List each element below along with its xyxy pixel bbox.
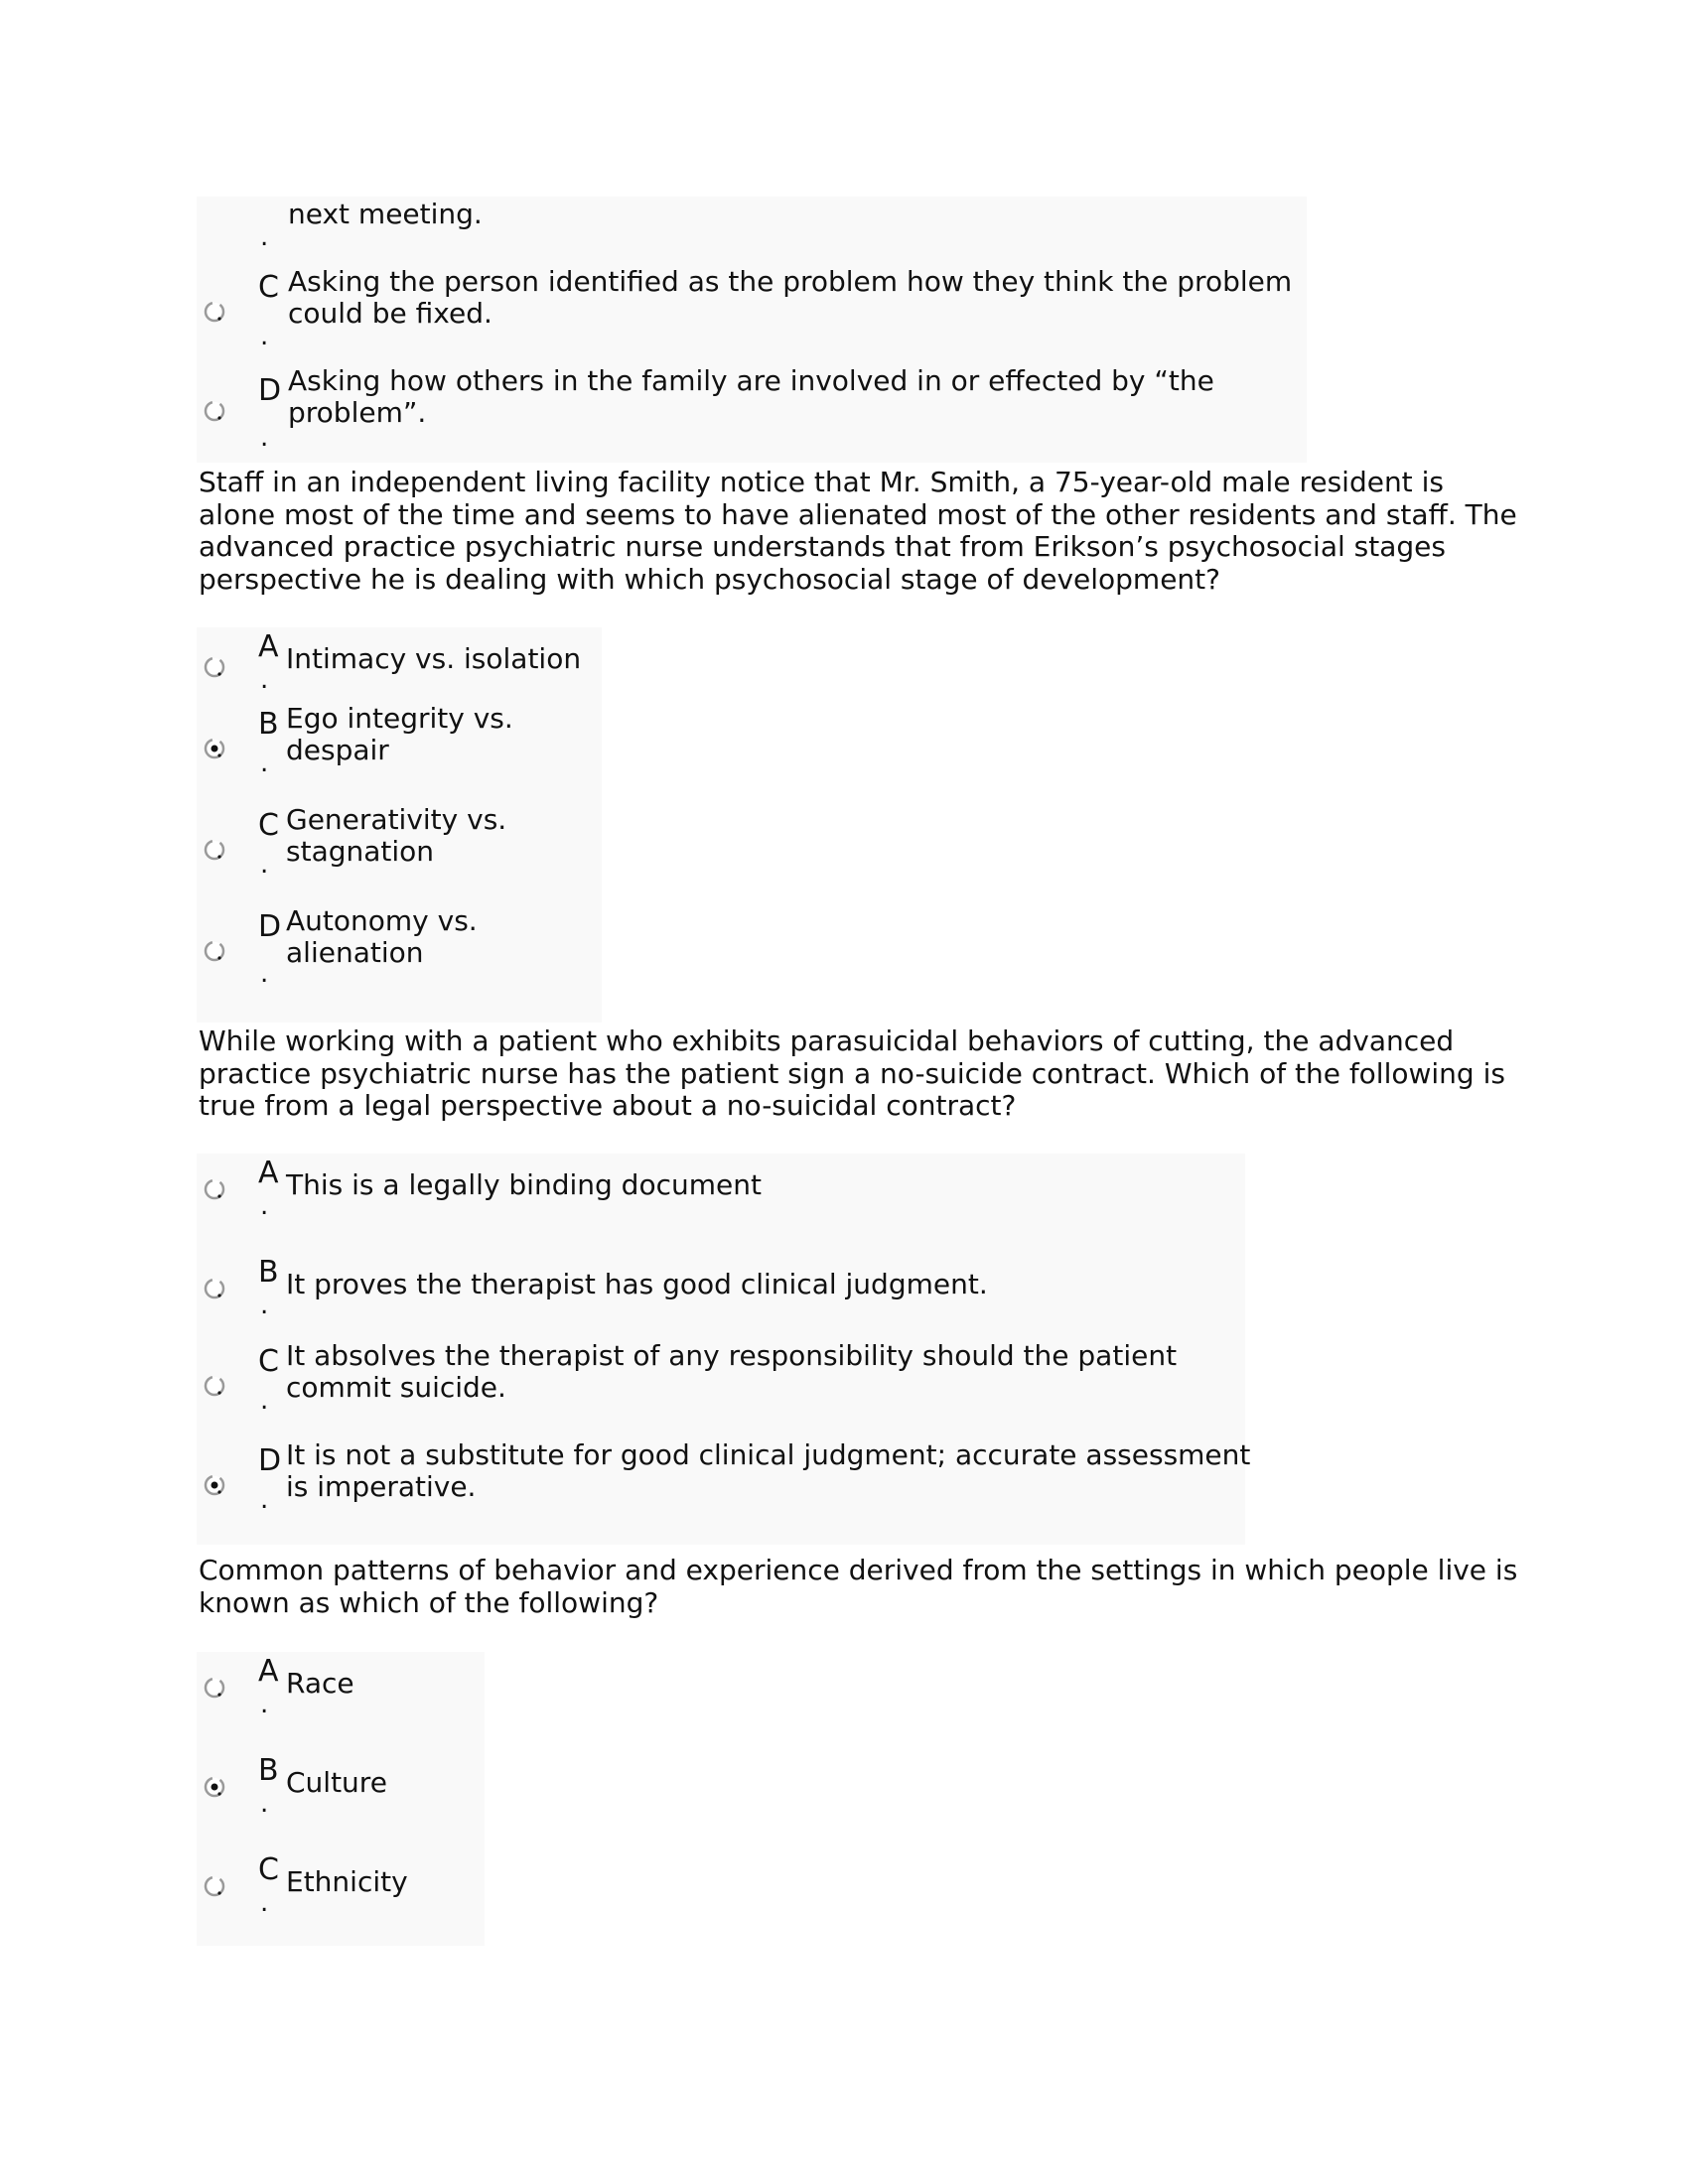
option-text-line-1: Autonomy vs. [286, 904, 478, 937]
option-letter: A [258, 1654, 279, 1689]
option-dot: . [260, 1789, 269, 1819]
radio-button[interactable] [203, 1473, 226, 1497]
option-letter: B [258, 1753, 279, 1788]
option-dot: . [260, 423, 269, 453]
radio-button[interactable] [203, 737, 226, 760]
option-letter: D [258, 373, 282, 408]
radio-button[interactable] [203, 300, 226, 324]
radio-button[interactable] [203, 1676, 226, 1700]
radio-button[interactable] [203, 399, 226, 423]
option-letter: C [258, 1344, 279, 1379]
option-dot: . [260, 222, 269, 252]
option-letter: B [258, 1255, 279, 1290]
option-text-line-1: Asking the person identified as the problem how they think the problem [288, 265, 1293, 298]
option-text-line-2: commit suicide. [286, 1371, 506, 1404]
option-text-line-1: It absolves the therapist of any responsibility should the patient [286, 1339, 1178, 1372]
option-letter: C [258, 1852, 279, 1887]
option-text: Intimacy vs. isolation [286, 642, 582, 675]
option-text: Race [286, 1667, 354, 1700]
option-dot: . [260, 322, 269, 351]
radio-button[interactable] [203, 1874, 226, 1898]
option-text-line-2: problem”. [288, 396, 427, 429]
option-letter: D [258, 1443, 282, 1478]
question-3-text: Common patterns of behavior and experience derived from the settings in which people live is known as which of the following? [199, 1554, 1518, 1619]
option-dot: . [260, 1690, 269, 1719]
radio-button[interactable] [203, 1277, 226, 1300]
radio-button[interactable] [203, 838, 226, 862]
q3-options-block [197, 1652, 485, 1946]
option-text-line-1: Asking how others in the family are involved in or effected by “the [288, 364, 1214, 397]
radio-button[interactable] [203, 1775, 226, 1799]
radio-button[interactable] [203, 1374, 226, 1398]
option-text-line-2: stagnation [286, 835, 435, 868]
question-2-text: While working with a patient who exhibits parasuicidal behaviors of cutting, the advanced practice psychiatric nurse has the patient sign a no-suicide contract. Which of the following is true from a legal perspective about a no-suicidal contract? [199, 1024, 1505, 1122]
option-dot: . [260, 1386, 269, 1416]
radio-button[interactable] [203, 1177, 226, 1201]
option-text-line-2: is imperative. [286, 1470, 477, 1503]
option-letter: B [258, 707, 279, 742]
option-text: Culture [286, 1766, 387, 1799]
option-dot: . [260, 665, 269, 695]
option-dot: . [260, 850, 269, 880]
option-dot: . [260, 1191, 269, 1221]
question-1-text: Staff in an independent living facility notice that Mr. Smith, a 75-year-old male resident is alone most of the time and seems to have alienated most of the other residents and staff. The advanced practice psychiatric nurse understands that from Erikson’s psychosocial stages perspective he is dealing with which psychosocial stage of development? [199, 466, 1517, 596]
option-text: next meeting. [288, 198, 483, 230]
option-text-line-2: could be fixed. [288, 297, 492, 330]
option-text: It proves the therapist has good clinical judgment. [286, 1268, 988, 1300]
radio-button[interactable] [203, 939, 226, 963]
option-letter: C [258, 808, 279, 843]
radio-button[interactable] [203, 655, 226, 679]
q2-options-block [197, 1154, 1251, 1545]
option-letter: A [258, 629, 279, 664]
q1-options-block [197, 627, 602, 1023]
option-text-line-2: alienation [286, 936, 424, 969]
option-dot: . [260, 1291, 269, 1320]
q0-options-block [197, 197, 1307, 463]
option-text-line-1: It is not a substitute for good clinical judgment; accurate assessment [286, 1438, 1251, 1471]
option-letter: D [258, 909, 282, 944]
option-text-line-1: Ego integrity vs. [286, 702, 513, 735]
option-letter: A [258, 1156, 279, 1190]
option-dot: . [260, 1888, 269, 1918]
option-letter: C [258, 270, 279, 305]
option-dot: . [260, 1485, 269, 1515]
option-text: This is a legally binding document [286, 1168, 762, 1201]
option-text-line-2: despair [286, 734, 389, 766]
option-dot: . [260, 959, 269, 989]
option-text: Ethnicity [286, 1865, 408, 1898]
option-text-line-1: Generativity vs. [286, 803, 507, 836]
option-dot: . [260, 749, 269, 778]
